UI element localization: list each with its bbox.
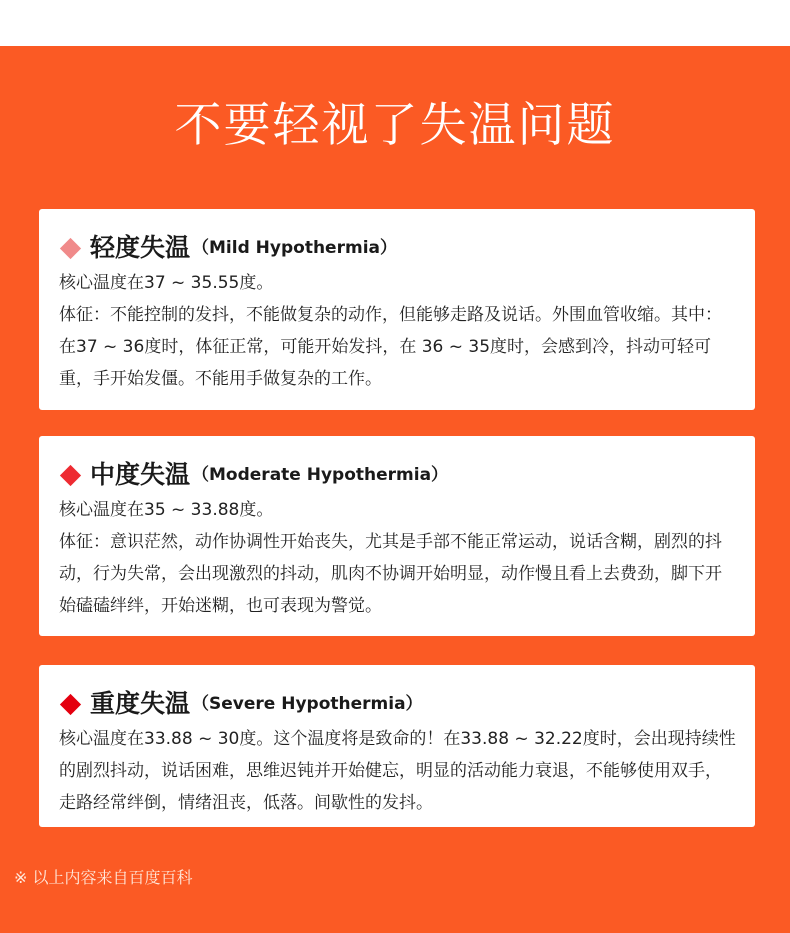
symptoms-text: 体征：意识茫然，动作协调性开始丧失，尤其是手部不能正常运动，说话含糊，剧烈的抖动，行为失常，会出现激烈的抖动，肌肉不协调开始明显，动作慢且看上去费劲，脚下开始磕磕绊绊，开始迷糊，也可表现为警觉。 — [59, 532, 722, 616]
card-header — [59, 229, 737, 267]
card-moderate-hypothermia — [39, 436, 755, 636]
page-title: 不要轻视了失温问题 — [174, 98, 616, 153]
source-footnote: ※ 以上内容来自百度百科 — [14, 868, 193, 887]
card-title-english: （Mild Hypothermia） — [192, 238, 397, 258]
symptoms-text: 体征：不能控制的发抖，不能做复杂的动作，但能够走路及说话。外围血管收缩。其中：在37 ~ 36度时，体征正常，可能开始发抖，在 36 ~ 35度时，会感到冷，抖动可轻可重，手开始发僵。不能用手做复杂的工作。 — [59, 305, 722, 389]
core-temperature: 核心温度在37 ~ 35.55度。 — [59, 273, 274, 293]
card-mild-hypothermia — [39, 209, 755, 410]
diamond-icon — [60, 693, 81, 714]
card-header — [59, 685, 737, 723]
diamond-icon — [60, 464, 81, 485]
card-title: 重度失温 — [90, 689, 191, 718]
card-title-english: （Moderate Hypothermia） — [192, 465, 449, 485]
card-title: 轻度失温 — [90, 233, 191, 262]
card-title-english: （Severe Hypothermia） — [192, 694, 423, 714]
card-body — [59, 723, 737, 819]
diamond-icon — [60, 237, 81, 258]
card-severe-hypothermia — [39, 665, 755, 827]
symptoms-text: 核心温度在33.88 ~ 30度。这个温度将是致命的！在33.88 ~ 32.22度时，会出现持续性的剧烈抖动，说话困难，思维迟钝并开始健忘，明显的活动能力衰退，不能够使用双手，走路经常绊倒，情绪沮丧，低落。间歇性的发抖。 — [59, 729, 736, 813]
card-title: 中度失温 — [90, 460, 191, 489]
card-header — [59, 456, 737, 494]
card-body — [59, 494, 737, 622]
core-temperature: 核心温度在35 ~ 33.88度。 — [59, 500, 274, 520]
card-body — [59, 267, 737, 395]
